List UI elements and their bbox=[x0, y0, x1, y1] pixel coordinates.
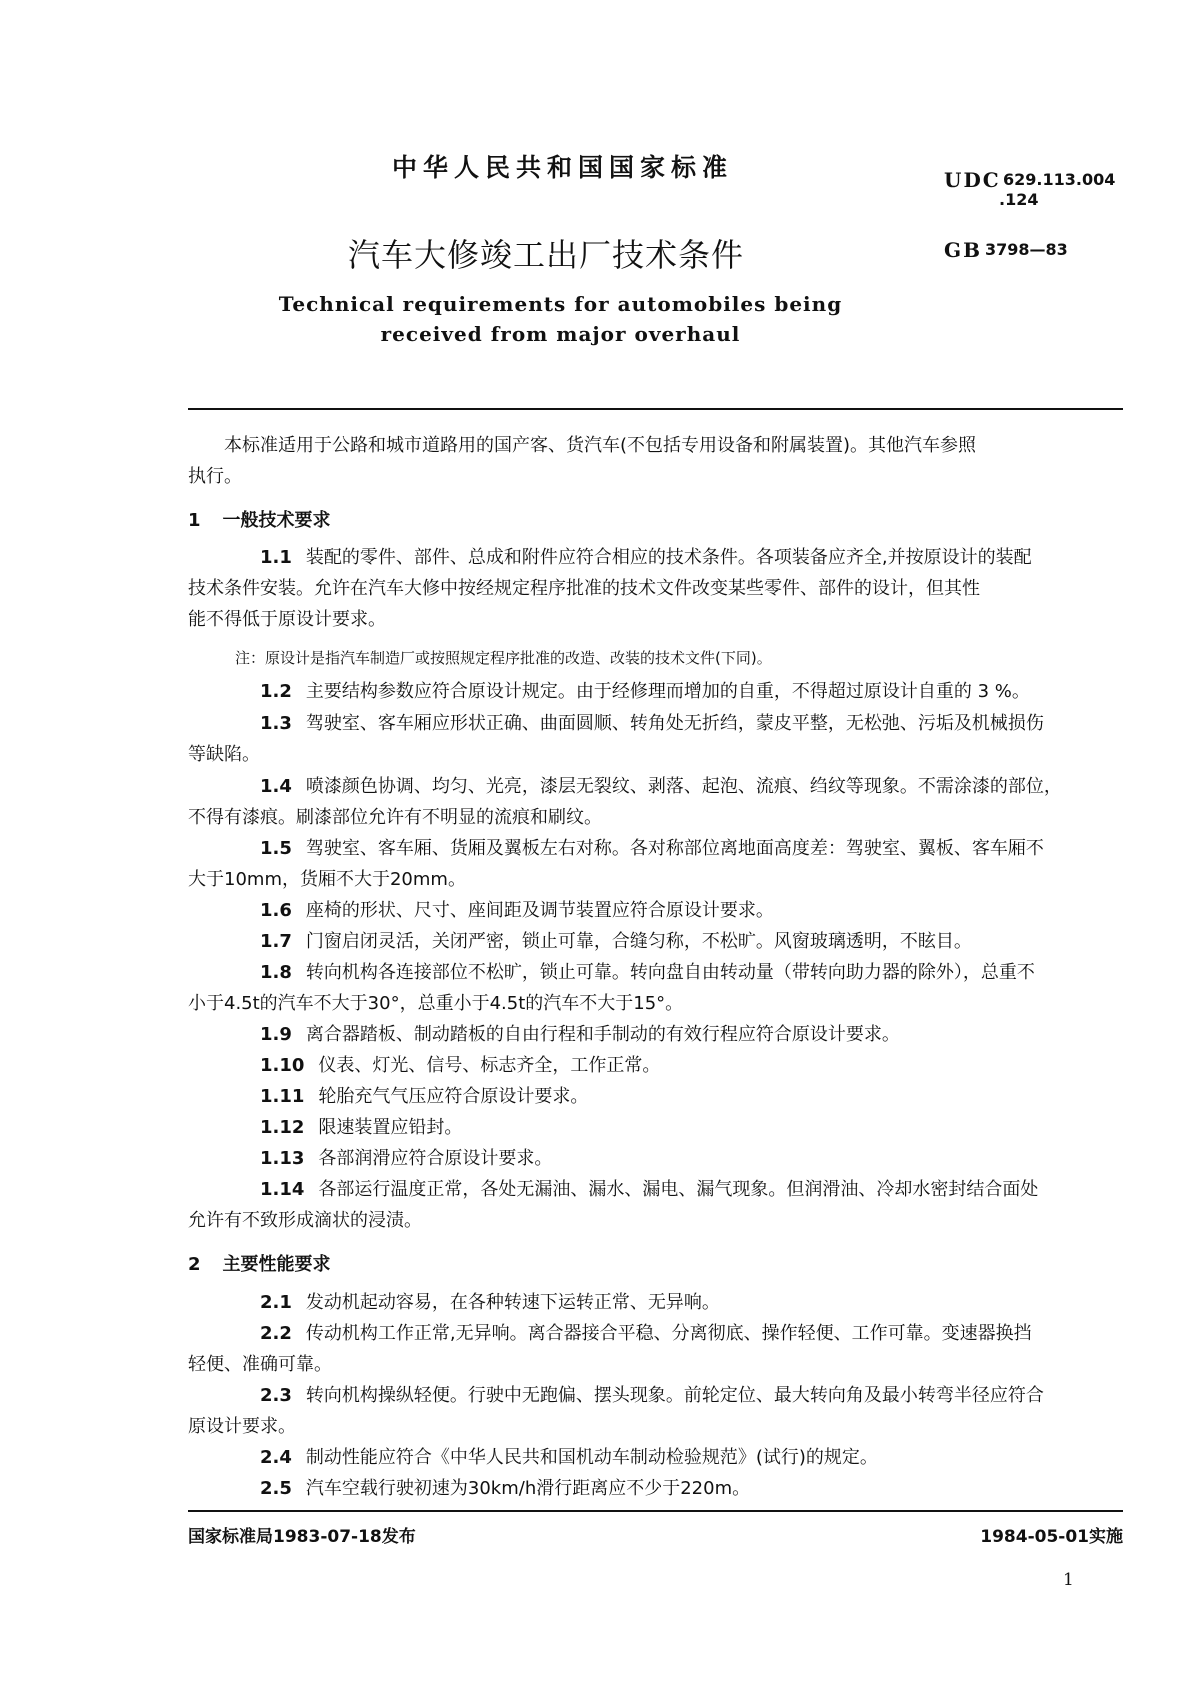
section-1-heading bbox=[188, 505, 1123, 536]
udc-code: 629.113.004 bbox=[1003, 170, 1116, 189]
clause-number: 1.13 bbox=[260, 1148, 305, 1169]
clause-number: 1.9 bbox=[260, 1024, 292, 1045]
section-2-title: 主要性能要求 bbox=[222, 1254, 331, 1275]
clause-text: 各部润滑应符合原设计要求。 bbox=[318, 1148, 553, 1169]
title-en-line2-text: received from major overhaul bbox=[380, 322, 741, 346]
clause-text: 传动机构工作正常,无异响。离合器接合平稳、分离彻底、操作轻便、工作可靠。变速器换挡 bbox=[305, 1323, 1032, 1344]
clause-1-8 bbox=[188, 957, 1123, 1019]
clause-text: 座椅的形状、尺寸、座间距及调节装置应符合原设计要求。 bbox=[305, 900, 774, 921]
clause-text: 各部运行温度正常，各处无漏油、漏水、漏电、漏气现象。但润滑油、冷却水密封结合面处 bbox=[318, 1179, 1039, 1200]
clause-1-7 bbox=[188, 926, 1123, 957]
note-1-1 bbox=[235, 643, 1115, 674]
clause-text: 技术条件安装。允许在汽车大修中按经规定程序批准的技术文件改变某些零件、部件的设计，但其性 bbox=[188, 578, 980, 599]
title-en-line1-text: Technical requirements for automobiles being bbox=[278, 292, 843, 316]
intro-paragraph bbox=[188, 430, 1123, 492]
clause-text: 离合器踏板、制动踏板的自由行程和手制动的有效行程应符合原设计要求。 bbox=[305, 1024, 900, 1045]
clause-text: 不得有漆痕。刷漆部位允许有不明显的流痕和刷纹。 bbox=[188, 807, 602, 828]
clause-number: 1.5 bbox=[260, 838, 292, 859]
clause-2-4 bbox=[188, 1442, 1123, 1473]
section-1-number: 1 bbox=[188, 510, 201, 531]
clause-text: 原设计要求。 bbox=[188, 1416, 296, 1437]
clause-2-2 bbox=[188, 1318, 1123, 1380]
document-title-chinese: 汽车大修竣工出厂技术条件 bbox=[348, 236, 745, 274]
clause-number: 1.14 bbox=[260, 1179, 305, 1200]
intro-line-1: 本标准适用于公路和城市道路用的国产客、货汽车(不包括专用设备和附属装置)。其他汽车参照 bbox=[224, 435, 977, 456]
udc-subcode: .124 bbox=[999, 190, 1039, 209]
clause-text: 装配的零件、部件、总成和附件应符合相应的技术条件。各项装备应齐全,并按原设计的装配 bbox=[305, 547, 1032, 568]
clause-number: 1.11 bbox=[260, 1086, 305, 1107]
clause-text: 大于10mm，货厢不大于20mm。 bbox=[188, 869, 466, 890]
clause-number: 2.3 bbox=[260, 1385, 292, 1406]
clause-text: 限速装置应铅封。 bbox=[318, 1117, 463, 1138]
gb-code: 3798—83 bbox=[985, 240, 1068, 259]
clause-number: 2.1 bbox=[260, 1292, 292, 1313]
clause-number: 1.2 bbox=[260, 681, 292, 702]
clause-number: 2.4 bbox=[260, 1447, 292, 1468]
clause-number: 1.6 bbox=[260, 900, 292, 921]
clause-text: 门窗启闭灵活，关闭严密，锁止可靠，合缝匀称，不松旷。风窗玻璃透明，不眩目。 bbox=[305, 931, 972, 952]
clause-text: 仪表、灯光、信号、标志齐全，工作正常。 bbox=[318, 1055, 661, 1076]
page-number: 1 bbox=[1063, 1570, 1074, 1590]
clause-1-2 bbox=[188, 676, 1123, 707]
clause-text: 喷漆颜色协调、均匀、光亮，漆层无裂纹、剥落、起泡、流痕、绉纹等现象。不需涂漆的部位， bbox=[305, 776, 1062, 797]
clause-number: 1.3 bbox=[260, 713, 292, 734]
clause-1-3 bbox=[188, 708, 1123, 770]
clause-text: 转向机构各连接部位不松旷，锁止可靠。转向盘自由转动量（带转向助力器的除外），总重不 bbox=[305, 962, 1035, 983]
clause-text: 等缺陷。 bbox=[188, 744, 260, 765]
clause-1-6 bbox=[188, 895, 1123, 926]
clause-number: 1.4 bbox=[260, 776, 292, 797]
clause-1-14 bbox=[188, 1174, 1123, 1236]
note-label: 注： bbox=[235, 649, 266, 667]
clause-text: 驾驶室、客车厢应形状正确、曲面圆顺、转角处无折绉，蒙皮平整，无松弛、污垢及机械损伤 bbox=[305, 713, 1044, 734]
document-title-english-line-2 bbox=[0, 322, 1191, 346]
clause-1-5 bbox=[188, 833, 1123, 895]
clause-number: 2.5 bbox=[260, 1478, 292, 1499]
clause-text: 汽车空载行驶初速为30km/h滑行距离应不少于220m。 bbox=[305, 1478, 751, 1499]
clause-text: 小于4.5t的汽车不大于30°，总重小于4.5t的汽车不大于15°。 bbox=[188, 993, 684, 1014]
clause-number: 1.8 bbox=[260, 962, 292, 983]
clause-1-1 bbox=[188, 542, 1123, 635]
clause-number: 2.2 bbox=[260, 1323, 292, 1344]
gb-label: GB bbox=[944, 238, 982, 262]
effective-date: 1984-05-01实施 bbox=[980, 1527, 1123, 1547]
section-2-heading bbox=[188, 1249, 1123, 1280]
clause-number: 1.12 bbox=[260, 1117, 305, 1138]
clause-text: 允许有不致形成滴状的浸渍。 bbox=[188, 1210, 422, 1231]
clause-text: 轮胎充气气压应符合原设计要求。 bbox=[318, 1086, 589, 1107]
clause-number: 1.1 bbox=[260, 547, 292, 568]
clause-1-13 bbox=[188, 1143, 1123, 1174]
header-divider bbox=[188, 408, 1123, 410]
issued-date: 国家标准局1983-07-18发布 bbox=[188, 1527, 416, 1547]
section-2-number: 2 bbox=[188, 1254, 201, 1275]
clause-text: 发动机起动容易，在各种转速下运转正常、无异响。 bbox=[305, 1292, 720, 1313]
clause-2-5 bbox=[188, 1473, 1123, 1504]
clause-number: 1.7 bbox=[260, 931, 292, 952]
udc-label: UDC bbox=[944, 168, 1001, 192]
document-title-english-line-1 bbox=[0, 292, 1191, 316]
clause-1-9 bbox=[188, 1019, 1123, 1050]
intro-line-2: 执行。 bbox=[188, 466, 242, 487]
clause-text: 制动性能应符合《中华人民共和国机动车制动检验规范》(试行)的规定。 bbox=[305, 1447, 878, 1468]
clause-text: 能不得低于原设计要求。 bbox=[188, 609, 386, 630]
footer-divider bbox=[188, 1510, 1123, 1512]
clause-2-3 bbox=[188, 1380, 1123, 1442]
note-text: 原设计是指汽车制造厂或按照规定程序批准的改造、改装的技术文件(下同)。 bbox=[265, 649, 772, 667]
clause-1-12 bbox=[188, 1112, 1123, 1143]
clause-number: 1.10 bbox=[260, 1055, 305, 1076]
clause-2-1 bbox=[188, 1287, 1123, 1318]
section-1-title: 一般技术要求 bbox=[222, 510, 331, 531]
clause-text: 轻便、准确可靠。 bbox=[188, 1354, 332, 1375]
clause-text: 驾驶室、客车厢、货厢及翼板左右对称。各对称部位离地面高度差：驾驶室、翼板、客车厢不 bbox=[305, 838, 1044, 859]
issuing-authority: 中华人民共和国国家标准 bbox=[392, 153, 734, 182]
clause-1-11 bbox=[188, 1081, 1123, 1112]
clause-text: 主要结构参数应符合原设计规定。由于经修理而增加的自重，不得超过原设计自重的 3 %。 bbox=[305, 681, 1030, 702]
clause-1-4 bbox=[188, 771, 1123, 833]
clause-text: 转向机构操纵轻便。行驶中无跑偏、摆头现象。前轮定位、最大转向角及最小转弯半径应符合 bbox=[305, 1385, 1044, 1406]
clause-1-10 bbox=[188, 1050, 1123, 1081]
